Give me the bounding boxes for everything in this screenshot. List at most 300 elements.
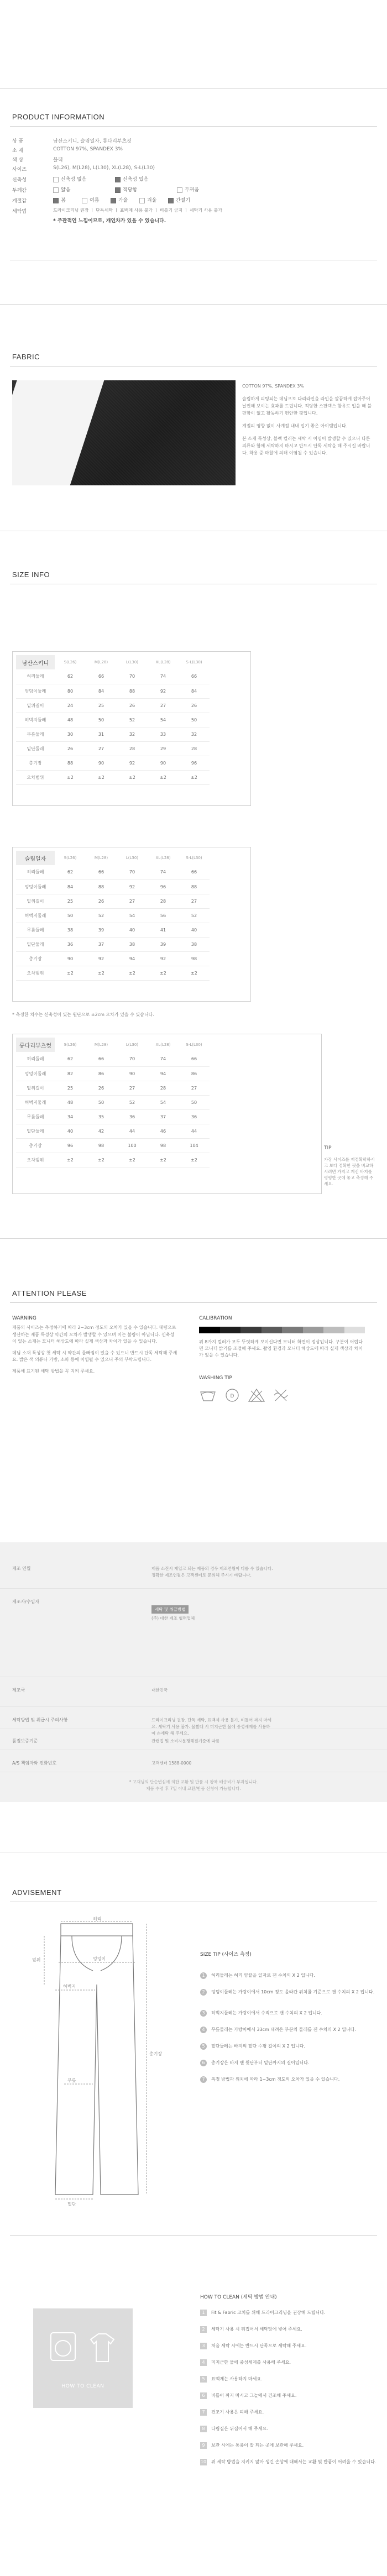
notice-value: 관련법 및 소비자분쟁해결기준에 따름 xyxy=(151,1739,220,1743)
size-cell: 86 xyxy=(179,1066,210,1081)
size-row-label: 총기장 xyxy=(16,756,55,770)
notice-label: 제조국 xyxy=(12,1688,25,1693)
option-label: 겨울 xyxy=(147,198,157,203)
size-cell: 29 xyxy=(148,741,179,756)
option-unchecked xyxy=(177,186,199,193)
table-row xyxy=(16,1081,210,1095)
table-row xyxy=(16,1138,210,1153)
size-cell: 50 xyxy=(179,1095,210,1109)
size-cell: 46 xyxy=(148,1124,179,1138)
table-row xyxy=(16,684,210,698)
checkbox-icon xyxy=(139,198,145,203)
option-checked xyxy=(115,175,148,182)
table-row xyxy=(16,698,210,713)
section-divider xyxy=(0,304,387,305)
size-cell: 32 xyxy=(179,727,210,741)
size-cell: 62 xyxy=(55,865,86,879)
clean-icons xyxy=(33,2308,133,2380)
size-cell: 27 xyxy=(86,741,117,756)
size-cell: 50 xyxy=(179,713,210,727)
option-unchecked xyxy=(53,175,86,182)
size-cell: 25 xyxy=(55,1081,86,1095)
table-row xyxy=(16,1095,210,1109)
size-cell: 90 xyxy=(148,756,179,770)
diagram-label-rise: 밑위 xyxy=(32,1957,41,1962)
section-divider xyxy=(0,1238,387,1239)
size-cell: 66 xyxy=(179,1052,210,1066)
size-cell: 66 xyxy=(179,865,210,879)
size-row-label: 허리둘레 xyxy=(16,865,55,879)
size-cell: 98 xyxy=(86,1138,117,1153)
size-cell: 48 xyxy=(55,1095,86,1109)
size-cell: ±2 xyxy=(179,770,210,784)
clean-label: HOW TO CLEAN xyxy=(61,2384,104,2389)
size-cell: 62 xyxy=(55,1052,86,1066)
clean-step-item xyxy=(200,2310,377,2316)
size-cell: 92 xyxy=(117,879,148,894)
option-label: 신축성 있음 xyxy=(123,177,149,182)
size-cell: 44 xyxy=(117,1124,148,1138)
step-number: 3 xyxy=(200,2010,207,2017)
fabric-description xyxy=(242,383,375,457)
diagram-label-length: 총기장 xyxy=(149,2051,163,2056)
fabric-swatch-image xyxy=(12,380,236,485)
size-cell: 66 xyxy=(179,669,210,684)
clean-step-text: 비틀어 짜지 마시고 그늘에서 건조해 주세요. xyxy=(211,2393,297,2398)
size-table-name: 남산스키니 xyxy=(16,655,55,669)
size-tip-item xyxy=(200,2027,377,2033)
size-cell: 90 xyxy=(86,756,117,770)
clean-step-item xyxy=(200,2359,377,2366)
size-cell: 26 xyxy=(55,741,86,756)
checkbox-icon xyxy=(53,198,59,203)
step-number: 7 xyxy=(200,2409,207,2416)
product-info-value: S(L26), M(L28), L(L30), XL(L28), S-L(L30) xyxy=(53,165,155,171)
size-cell: 32 xyxy=(117,727,148,741)
step-number: 4 xyxy=(200,2027,207,2033)
table-row xyxy=(16,770,210,784)
size-row-label: 밑단둘레 xyxy=(16,1124,55,1138)
table-row xyxy=(16,1052,210,1066)
option-label: 봄 xyxy=(61,198,66,203)
step-number: 8 xyxy=(200,2426,207,2432)
size-cell: 28 xyxy=(148,894,179,908)
size-cell: 36 xyxy=(55,937,86,951)
size-cell: 54 xyxy=(148,713,179,727)
step-number: 3 xyxy=(200,2343,207,2349)
size-column-header: XL(L28) xyxy=(155,1043,171,1047)
size-cell: 30 xyxy=(55,727,86,741)
step-number: 6 xyxy=(200,2392,207,2399)
attention-title: ATTENTION PLEASE xyxy=(12,1289,87,1297)
size-cell: 40 xyxy=(117,923,148,937)
table-row xyxy=(16,1124,210,1138)
washing-tip-title: WASHING TIP xyxy=(199,1375,232,1381)
size-cell: 88 xyxy=(179,879,210,894)
size-row-label: 밑단둘레 xyxy=(16,741,55,756)
size-cell: ±2 xyxy=(179,1153,210,1167)
size-column-header: M(L28) xyxy=(94,660,108,664)
size-cell: 70 xyxy=(117,669,148,684)
size-row-label: 오차범위 xyxy=(16,966,55,980)
size-row-label: 오차범위 xyxy=(16,770,55,784)
hand-wash-icon xyxy=(199,1388,217,1403)
diagram-label-hem: 밑단 xyxy=(67,2202,76,2207)
care-label: 세탁법 xyxy=(12,209,27,214)
calibration-swatch xyxy=(303,1327,324,1333)
size-cell: 96 xyxy=(148,879,179,894)
step-number: 4 xyxy=(200,2359,207,2366)
size-cell: 84 xyxy=(55,879,86,894)
advisement-rule-2 xyxy=(10,2235,377,2236)
table-row xyxy=(16,966,210,980)
size-cell: 27 xyxy=(179,894,210,908)
size-cell: 92 xyxy=(117,756,148,770)
no-bleach-icon xyxy=(248,1388,265,1403)
size-row-label: 허벅지둘레 xyxy=(16,713,55,727)
washing-machine-drum xyxy=(55,2341,71,2356)
warning-paragraph-1: 제품의 사이즈는 측정하기에 따라 2~3cm 정도의 오차가 있을 수 있습니다. 대량으로 생산하는 제품 특성상 약간의 오차가 발생할 수 있으며 이는 불량이 아닙니다. 신축성이 있는 소재는 모니터 해상도에 따라 실제 색상과 차이가 있을 수 있습니다. xyxy=(12,1325,176,1344)
size-row-label: 총기장 xyxy=(16,1138,55,1153)
size-cell: 27 xyxy=(117,894,148,908)
warning-text xyxy=(12,1324,178,1375)
size-column-header: S(L26) xyxy=(64,660,77,664)
notice-row xyxy=(0,1680,387,1707)
size-cell: 26 xyxy=(86,1081,117,1095)
size-cell: 52 xyxy=(179,908,210,923)
size-cell: 24 xyxy=(55,698,86,713)
size-cell: 98 xyxy=(179,951,210,966)
size-cell: 66 xyxy=(86,669,117,684)
clean-step-text: 세탁기 사용 시 뒤집어서 세탁망에 넣어 주세요. xyxy=(211,2327,302,2332)
size-column-header: L(L30) xyxy=(125,856,139,860)
size-cell: ±2 xyxy=(148,770,179,784)
step-number: 1 xyxy=(200,1972,207,1979)
size-cell: 90 xyxy=(55,951,86,966)
size-column-header: S(L26) xyxy=(64,1043,77,1047)
size-row-label: 엉덩이둘레 xyxy=(16,1066,55,1081)
size-cell: 50 xyxy=(86,713,117,727)
size-cell: 40 xyxy=(179,923,210,937)
checkbox-icon xyxy=(168,198,174,203)
option-unchecked xyxy=(53,186,70,193)
size-info-title: SIZE INFO xyxy=(12,570,50,579)
product-info-label: 소 재 xyxy=(12,148,24,154)
size-cell: 25 xyxy=(55,894,86,908)
size-row-label: 엉덩이둘레 xyxy=(16,879,55,894)
option-checked xyxy=(111,196,128,203)
product-info-title: PRODUCT INFORMATION xyxy=(12,113,105,121)
size-tip-item xyxy=(200,1972,377,1979)
table-row xyxy=(16,951,210,966)
product-info-value: 블랙 xyxy=(53,158,63,163)
size-cell: ±2 xyxy=(117,1153,148,1167)
size-cell: 38 xyxy=(55,923,86,937)
calibration-swatch xyxy=(199,1327,220,1333)
tip-title: TIP xyxy=(324,1145,332,1151)
size-cell: 94 xyxy=(148,1066,179,1081)
size-row-label: 총기장 xyxy=(16,951,55,966)
size-column-header: L(L30) xyxy=(125,660,139,664)
fabric-desc-3: 본 소재 특성상, 블랙 컬러는 세탁 시 이염이 발생할 수 있으니 다른 의류와 함께 세탁하지 마시고 반드시 단독 세탁을 해 주시길 바랍니다. 착용 중 마찰에 의해 이염될 수 있습니다. xyxy=(242,436,370,455)
size-cell: 25 xyxy=(86,698,117,713)
size-row-label: 밑단둘레 xyxy=(16,937,55,951)
table-row xyxy=(16,756,210,770)
checkbox-icon xyxy=(111,198,116,203)
size-cell: 88 xyxy=(55,756,86,770)
calibration-swatch xyxy=(282,1327,303,1333)
step-number: 5 xyxy=(200,2376,207,2383)
option-checked xyxy=(168,196,190,203)
calibration-swatch xyxy=(262,1327,283,1333)
size-cell: 84 xyxy=(179,684,210,698)
size-row-label: 무릎둘레 xyxy=(16,727,55,741)
fabric-desc-2: 계절의 영향 없이 사계절 내내 입기 좋은 아이템입니다. xyxy=(242,423,348,428)
checkbox-icon xyxy=(115,177,121,182)
size-cell: 86 xyxy=(86,1066,117,1081)
size-cell: 38 xyxy=(117,937,148,951)
size-row-label: 무릎둘레 xyxy=(16,1109,55,1124)
clean-step-text: Fit & Fabric 코치를 위해 드라이크리닝을 권장해 드립니다. xyxy=(211,2310,326,2315)
table-row xyxy=(16,713,210,727)
diagram-label-waist: 허리 xyxy=(93,1917,102,1921)
size-cell: 52 xyxy=(117,713,148,727)
option-label: 간절기 xyxy=(176,198,191,203)
product-info-label: 계절감 xyxy=(12,198,27,204)
table-row xyxy=(16,669,210,684)
clean-step-text: 미지근한 물에 중성세제를 사용해 주세요. xyxy=(211,2360,291,2365)
clean-step-item xyxy=(200,2392,377,2399)
size-cell: ±2 xyxy=(55,1153,86,1167)
size-tip-title: SIZE TIP (사이즈 측정) xyxy=(200,1952,252,1957)
option-label: 신축성 없음 xyxy=(61,177,87,182)
size-cell: 74 xyxy=(148,1052,179,1066)
notice-value: 고객센터 1588-0000 xyxy=(151,1761,192,1766)
calibration-text: 위 8가지 컬러가 모두 뚜렷하게 보이신다면 모니터 화면이 정상입니다. 구분이 어렵다면 모니터 밝기를 조절해 주세요. 촬영 환경과 모니터 해상도에 따라 실제 색상과 차이가 있을 수 있습니다. xyxy=(199,1339,363,1358)
checkbox-icon xyxy=(115,187,121,193)
option-label: 두꺼움 xyxy=(185,187,200,193)
option-label: 가을 xyxy=(118,198,128,203)
size-cell: 80 xyxy=(55,684,86,698)
clean-step-item xyxy=(200,2376,377,2383)
diagram-label-knee: 무릎 xyxy=(67,2078,76,2083)
size-tip-text: 엉덩이둘레는 가랑이에서 10cm 정도 올라간 위치를 기준으로 잰 수치의 X 2 입니다. xyxy=(211,1989,375,1994)
table-row xyxy=(16,741,210,756)
size-row-label: 오차범위 xyxy=(16,1153,55,1167)
size-cell: 37 xyxy=(86,937,117,951)
size-cell: 52 xyxy=(86,908,117,923)
step-number: 2 xyxy=(200,2326,207,2333)
size-row-label: 밑위길이 xyxy=(16,1081,55,1095)
calibration-title: CALIBRATION xyxy=(199,1316,232,1321)
clean-image xyxy=(33,2308,133,2408)
size-column-header: S(L26) xyxy=(64,856,77,860)
size-table xyxy=(16,1038,210,1167)
product-info-note: * 주관적인 느낌이므로, 개인차가 있을 수 있습니다. xyxy=(53,218,166,224)
size-cell: 37 xyxy=(148,1109,179,1124)
size-cell: 50 xyxy=(55,908,86,923)
washing-icons xyxy=(199,1388,290,1403)
calibration-swatch xyxy=(220,1327,241,1333)
size-cell: 41 xyxy=(148,923,179,937)
size-table xyxy=(16,851,210,981)
size-cell: 52 xyxy=(117,1095,148,1109)
size-cell: 70 xyxy=(117,865,148,879)
clean-step-text: 다림질은 뒤집어서 해 주세요. xyxy=(211,2426,268,2431)
size-cell: 31 xyxy=(86,727,117,741)
notice-label: 품질보증기준 xyxy=(12,1739,38,1743)
notice-label: 제조자/수입자 xyxy=(12,1599,40,1604)
clean-title: HOW TO CLEAN (세탁 방법 안내) xyxy=(200,2295,277,2300)
size-tip-text: 허리둘레는 허리 양끝을 일자로 잰 수치의 X 2 입니다. xyxy=(211,1973,316,1978)
size-cell: 44 xyxy=(179,1124,210,1138)
size-cell: ±2 xyxy=(55,966,86,980)
size-cell: ±2 xyxy=(117,966,148,980)
option-label: 적당함 xyxy=(123,187,138,193)
size-cell: 92 xyxy=(86,951,117,966)
size-row-label: 허벅지둘레 xyxy=(16,1095,55,1109)
size-cell: 62 xyxy=(55,669,86,684)
table-row xyxy=(16,937,210,951)
notice-value: (주) 대한 제조 협력업체 xyxy=(151,1616,195,1621)
calibration-swatch xyxy=(344,1327,365,1333)
size-row-label: 허벅지둘레 xyxy=(16,908,55,923)
size-tip-item xyxy=(200,1989,377,1996)
size-tip-item xyxy=(200,2076,377,2083)
size-cell: 28 xyxy=(117,741,148,756)
checkbox-icon xyxy=(53,177,59,182)
size-cell: 40 xyxy=(55,1124,86,1138)
step-number: 6 xyxy=(200,2060,207,2066)
size-tip-text: 총기장은 바지 맨 윗단부터 밑단까지의 길이입니다. xyxy=(211,2060,310,2065)
step-number: 2 xyxy=(200,1989,207,1996)
size-cell: 28 xyxy=(148,1081,179,1095)
size-table-2 xyxy=(12,847,251,1002)
step-number: 7 xyxy=(200,2076,207,2083)
notice-label: 제조 연월 xyxy=(12,1566,31,1571)
product-info-label: 사이즈 xyxy=(12,167,27,172)
size-column-header: M(L28) xyxy=(94,856,108,860)
size-cell: 35 xyxy=(86,1109,117,1124)
size-cell: 74 xyxy=(148,669,179,684)
calibration-scale xyxy=(199,1327,365,1333)
size-column-header: S-L(L30) xyxy=(186,660,202,664)
size-table-note: * 측정한 치수는 신축성이 있는 원단으로 ±2cm 오차가 있을 수 있습니다. xyxy=(12,1012,154,1017)
product-info-label: 신축성 xyxy=(12,177,27,183)
size-cell: 84 xyxy=(86,684,117,698)
size-table-3 xyxy=(12,1034,322,1194)
size-tip-item xyxy=(200,2010,377,2017)
table-row xyxy=(16,1153,210,1167)
table-row xyxy=(16,727,210,741)
size-cell: 66 xyxy=(86,865,117,879)
clean-step-text: 처음 세탁 시에는 반드시 단독으로 세탁해 주세요. xyxy=(211,2343,307,2348)
size-cell: 94 xyxy=(117,951,148,966)
size-cell: 34 xyxy=(55,1109,86,1124)
size-cell: 36 xyxy=(179,1109,210,1124)
clean-step-item xyxy=(200,2326,377,2333)
size-cell: ±2 xyxy=(148,966,179,980)
size-row-label: 밑위길이 xyxy=(16,698,55,713)
size-cell: 39 xyxy=(148,937,179,951)
option-checked xyxy=(53,196,66,203)
size-cell: ±2 xyxy=(117,770,148,784)
clean-step-item xyxy=(200,2426,377,2432)
shirt-icon xyxy=(91,2334,114,2362)
warning-paragraph-3: 제품에 표기된 세탁 방법을 꼭 지켜 주세요. xyxy=(12,1368,95,1374)
size-cell: 82 xyxy=(55,1066,86,1081)
product-info-label: 상 품 xyxy=(12,139,24,144)
step-number: 5 xyxy=(200,2043,207,2050)
attention-rule xyxy=(10,1302,377,1303)
size-column-header: XL(L28) xyxy=(155,660,171,664)
step-number: 10 xyxy=(200,2459,207,2464)
no-wring-icon xyxy=(272,1388,290,1403)
table-row xyxy=(16,923,210,937)
size-cell: 50 xyxy=(86,1095,117,1109)
size-column-header: XL(L28) xyxy=(155,856,171,860)
size-column-header: L(L30) xyxy=(125,1043,139,1047)
notice-footer: * 고객님의 단순변심에 의한 교환 및 반품 시 왕복 배송비가 부과됩니다. 제품 수령 후 7일 이내 교환/반품 신청이 가능합니다. xyxy=(129,1779,258,1791)
size-cell: 92 xyxy=(148,684,179,698)
size-tip-text: 허벅지둘레는 가랑이에서 수직으로 잰 수치의 X 2 입니다. xyxy=(211,2010,322,2015)
size-cell: 26 xyxy=(117,698,148,713)
size-cell: 26 xyxy=(179,698,210,713)
advisement-title: ADVISEMENT xyxy=(12,1888,62,1897)
tip-text: 가장 사이즈를 재정확히하시고 보다 정확한 핏을 비교하시려면 가지고 계신 바지를 평평한 곳에 놓고 측정해 주세요. xyxy=(324,1157,375,1186)
size-cell: 38 xyxy=(179,937,210,951)
size-cell: 96 xyxy=(179,756,210,770)
size-cell: ±2 xyxy=(86,770,117,784)
table-row xyxy=(16,879,210,894)
size-table-name: 롱다리부츠컷 xyxy=(16,1038,55,1052)
size-cell: 26 xyxy=(86,894,117,908)
size-cell: 33 xyxy=(148,727,179,741)
size-cell: 27 xyxy=(117,1081,148,1095)
diagram-label-hip: 엉덩이 xyxy=(93,1956,106,1961)
product-info-rule xyxy=(10,126,377,127)
size-row-label: 허리둘레 xyxy=(16,1052,55,1066)
notice-value: 드라이크리닝 권장. 단독 세탁, 표백제 사용 불가, 비틀어 짜지 마세요. 세탁기 사용 불가. 물빨래 시 미지근한 물에 중성세제를 사용하여 손세탁 해 주세요. xyxy=(151,1718,271,1736)
diagram-label-thigh: 허벅지 xyxy=(63,1984,76,1989)
clean-step-text: 표백제는 사용하지 마세요. xyxy=(211,2376,263,2381)
product-info-value: 남산스키니, 슬림일자, 롱다리부츠컷 xyxy=(53,139,132,144)
size-tip-text: 밑단둘레는 바지의 밑단 수평 길이의 X 2 입니다. xyxy=(211,2044,306,2049)
warning-paragraph-2: 데님 소재 특성상 첫 세탁 시 약간의 물빠짐이 있을 수 있으니 반드시 단독 세탁해 주세요. 밝은 색 의류나 가방, 소파 등에 이염될 수 있으니 주의 부탁드립니다. xyxy=(12,1350,177,1362)
fabric-title: FABRIC xyxy=(12,353,40,361)
size-table-1 xyxy=(12,651,251,806)
clean-step-item xyxy=(200,2409,377,2416)
size-column-header: M(L28) xyxy=(94,1043,108,1047)
step-number: 9 xyxy=(200,2442,207,2449)
checkbox-icon xyxy=(82,198,87,203)
size-cell: 42 xyxy=(86,1124,117,1138)
size-cell: ±2 xyxy=(148,1153,179,1167)
size-cell: 88 xyxy=(117,684,148,698)
size-cell: 48 xyxy=(55,713,86,727)
checkbox-icon xyxy=(177,187,182,193)
size-tip-text: 측정 방법과 위치에 따라 1~3cm 정도의 오차가 있을 수 있습니다. xyxy=(211,2077,340,2082)
table-row xyxy=(16,908,210,923)
notice-label: A/S 책임자와 전화번호 xyxy=(12,1761,57,1766)
size-cell: 56 xyxy=(148,908,179,923)
option-checked xyxy=(115,186,137,193)
size-cell: 54 xyxy=(117,908,148,923)
table-row xyxy=(16,865,210,879)
warning-title: WARNING xyxy=(12,1316,36,1321)
size-cell: 92 xyxy=(148,951,179,966)
size-cell: 27 xyxy=(148,698,179,713)
